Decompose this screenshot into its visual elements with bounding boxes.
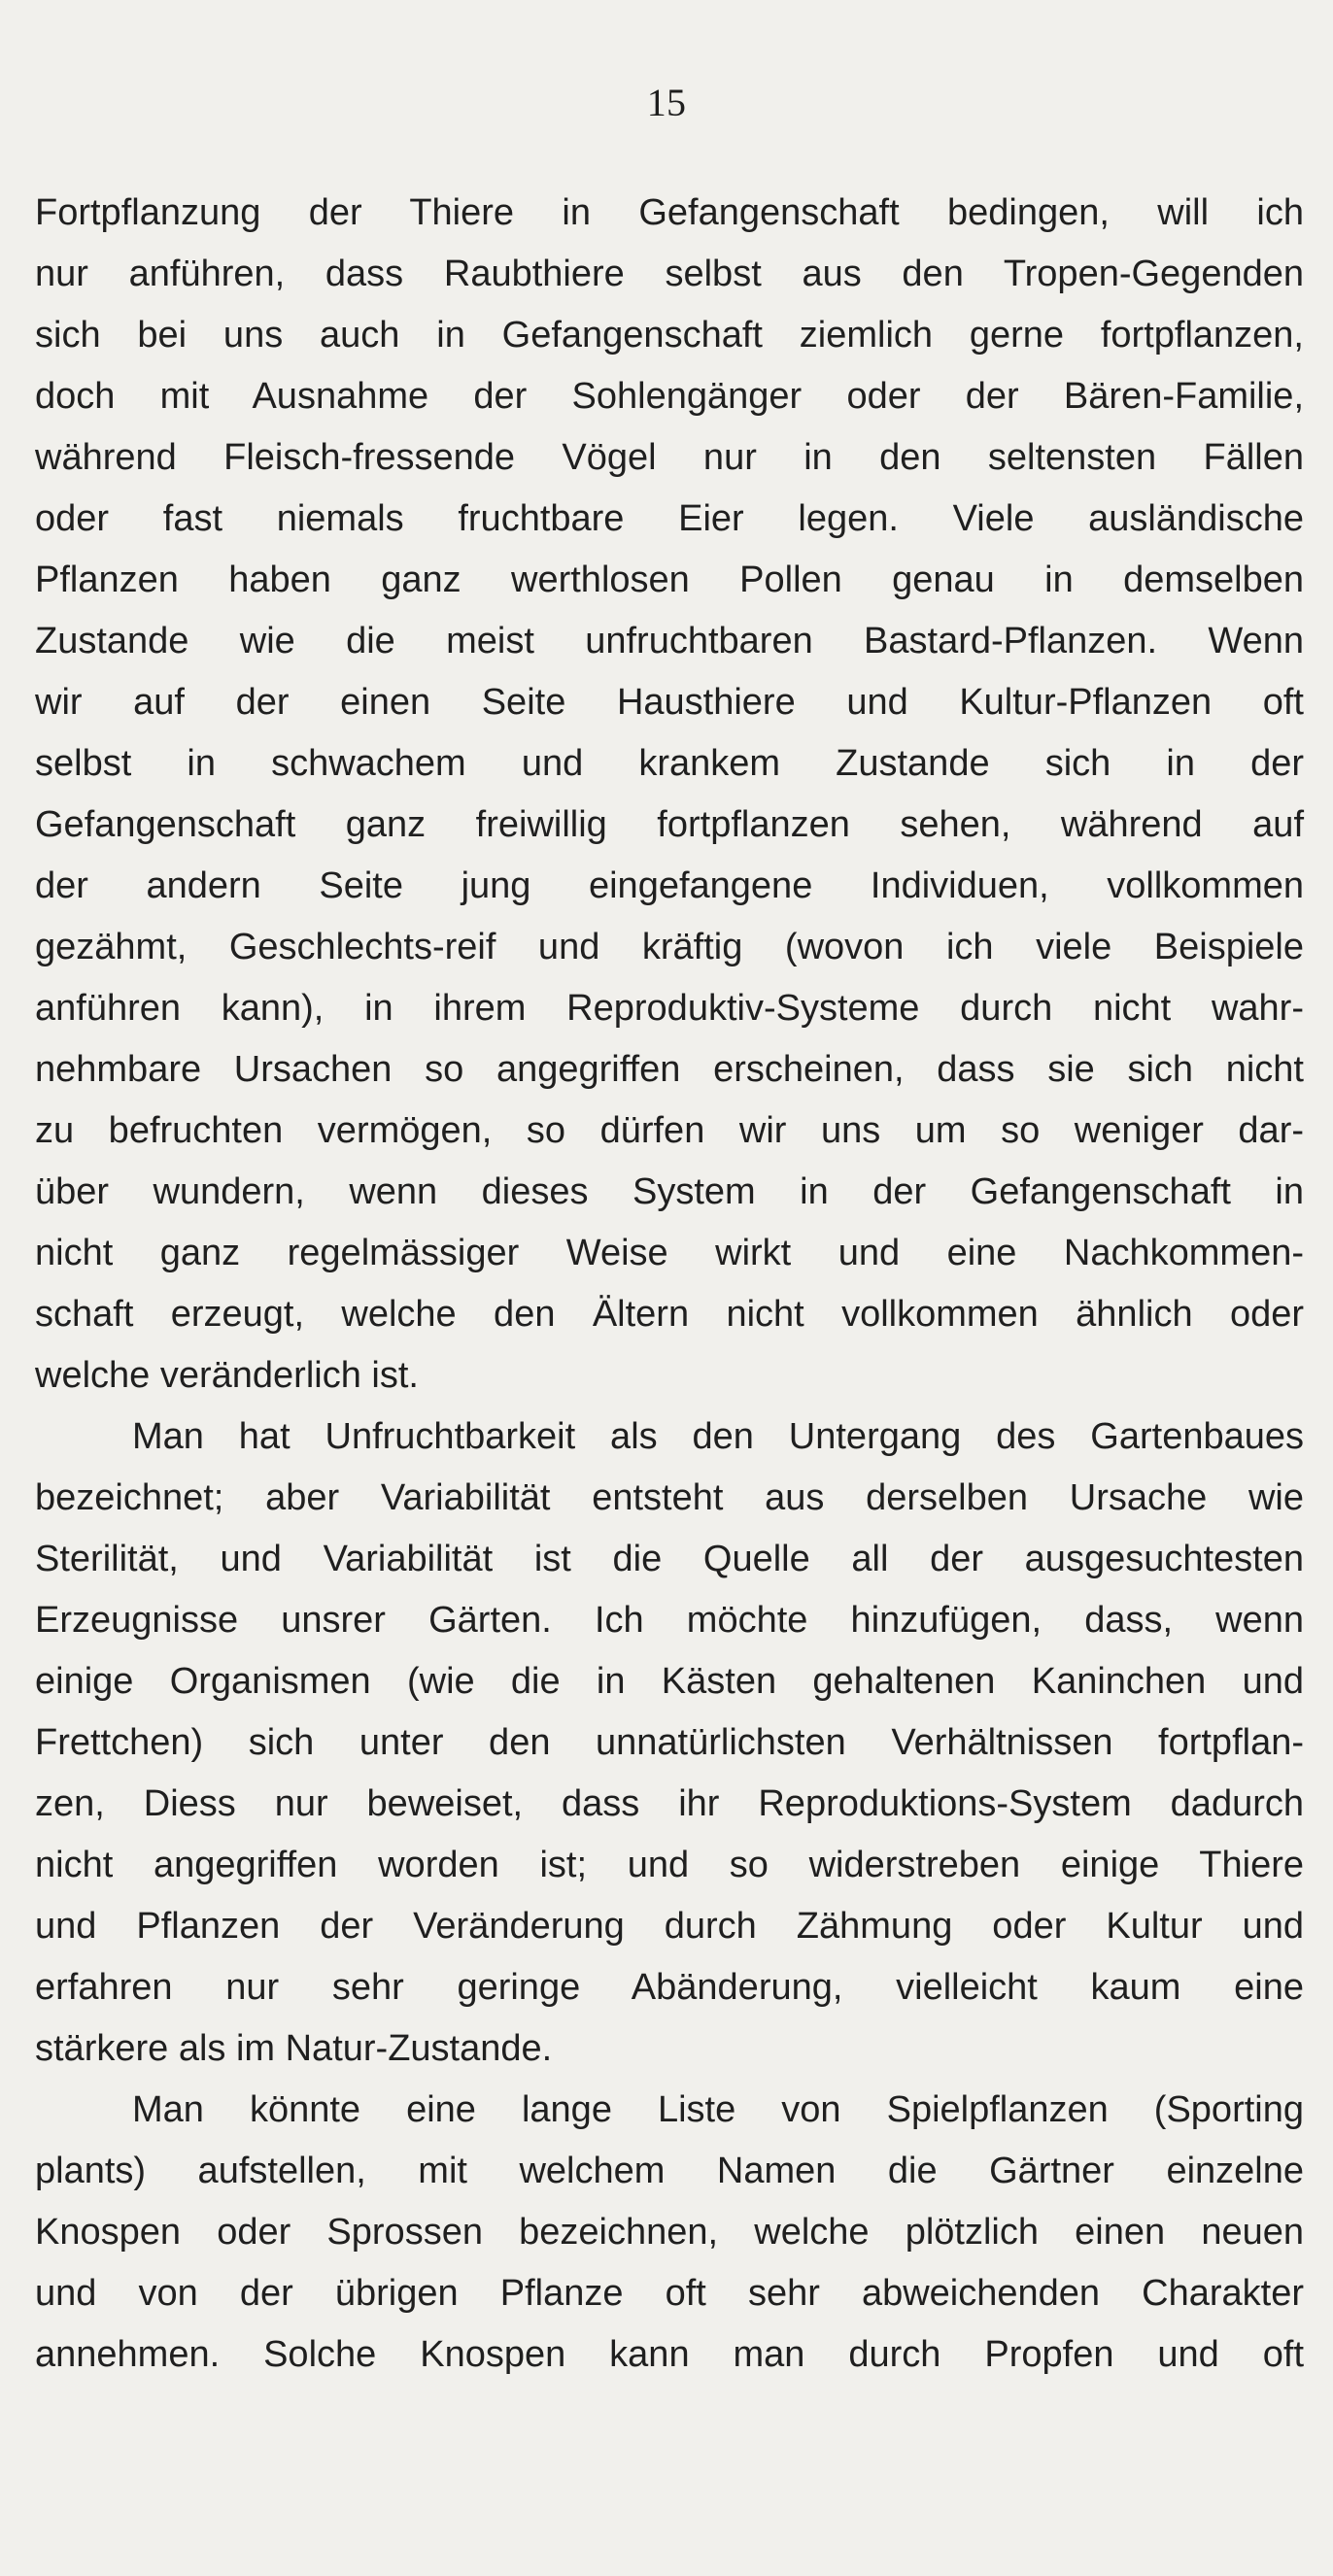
text-line: und Pflanzen der Veränderung durch Zähmung oder Kultur und [35, 1906, 1304, 1947]
text-line: einige Organismen (wie die in Kästen gehaltenen Kaninchen und [35, 1661, 1304, 1702]
text-line: über wundern, wenn dieses System in der Gefangenschaft in [35, 1171, 1304, 1212]
text-line: Fortpflanzung der Thiere in Gefangenschaft bedingen, will ich [35, 192, 1304, 233]
text-line: Sterilität, und Variabilität ist die Quelle all der ausgesuchtesten [35, 1539, 1304, 1579]
text-line: plants) aufstellen, mit welchem Namen die Gärtner einzelne [35, 2151, 1304, 2191]
text-line: nur anführen, dass Raubthiere selbst aus den Tropen-Gegenden [35, 254, 1304, 294]
text-line: erfahren nur sehr geringe Abänderung, vielleicht kaum eine [35, 1967, 1304, 2008]
text-line: selbst in schwachem und krankem Zustande sich in der [35, 743, 1304, 784]
text-line: zen, Diess nur beweiset, dass ihr Reproduktions-System dadurch [35, 1783, 1304, 1824]
text-line: bezeichnet; aber Variabilität entsteht aus derselben Ursache wie [35, 1477, 1304, 1518]
text-line-paragraph-start: Man hat Unfruchtbarkeit als den Untergang des Gartenbaues [132, 1416, 1304, 1457]
text-line: Gefangenschaft ganz freiwillig fortpflanzen sehen, während auf [35, 804, 1304, 845]
text-line: während Fleisch-fressende Vögel nur in den seltensten Fällen [35, 437, 1304, 478]
text-line: zu befruchten vermögen, so dürfen wir uns um so weniger dar- [35, 1110, 1304, 1151]
text-line: Erzeugnisse unsrer Gärten. Ich möchte hinzufügen, dass, wenn [35, 1600, 1304, 1641]
text-line: der andern Seite jung eingefangene Individuen, vollkommen [35, 865, 1304, 906]
text-line: nehmbare Ursachen so angegriffen erscheinen, dass sie sich nicht [35, 1049, 1304, 1090]
text-line: sich bei uns auch in Gefangenschaft ziemlich gerne fortpflanzen, [35, 315, 1304, 356]
text-line-paragraph-start: Man könnte eine lange Liste von Spielpflanzen (Sporting [132, 2089, 1304, 2130]
text-line: Zustande wie die meist unfruchtbaren Bastard-Pflanzen. Wenn [35, 621, 1304, 661]
text-line: Pflanzen haben ganz werthlosen Pollen genau in demselben [35, 559, 1304, 600]
text-line: wir auf der einen Seite Hausthiere und Kultur-Pflanzen oft [35, 682, 1304, 723]
text-line: Knospen oder Sprossen bezeichnen, welche plötzlich einen neuen [35, 2212, 1304, 2253]
text-line: Frettchen) sich unter den unnatürlichsten Verhältnissen fortpflan- [35, 1722, 1304, 1763]
text-line: gezähmt, Geschlechts-reif und kräftig (wovon ich viele Beispiele [35, 927, 1304, 967]
text-line: doch mit Ausnahme der Sohlengänger oder der Bären-Familie, [35, 376, 1304, 417]
text-line: anführen kann), in ihrem Reproduktiv-Systeme durch nicht wahr- [35, 988, 1304, 1029]
text-line: nicht angegriffen worden ist; und so widerstreben einige Thiere [35, 1845, 1304, 1885]
text-line: und von der übrigen Pflanze oft sehr abweichenden Charakter [35, 2273, 1304, 2314]
body-text [35, 183, 1304, 2386]
text-line-paragraph-end: welche veränderlich ist. [35, 1355, 419, 1396]
text-line: nicht ganz regelmässiger Weise wirkt und eine Nachkommen- [35, 1233, 1304, 1273]
text-line: annehmen. Solche Knospen kann man durch Propfen und oft [35, 2334, 1304, 2375]
page-number: 15 [646, 81, 687, 124]
text-line: oder fast niemals fruchtbare Eier legen. Viele ausländische [35, 498, 1304, 539]
text-line-paragraph-end: stärkere als im Natur-Zustande. [35, 2028, 553, 2069]
text-line: schaft erzeugt, welche den Ältern nicht vollkommen ähnlich oder [35, 1294, 1304, 1335]
